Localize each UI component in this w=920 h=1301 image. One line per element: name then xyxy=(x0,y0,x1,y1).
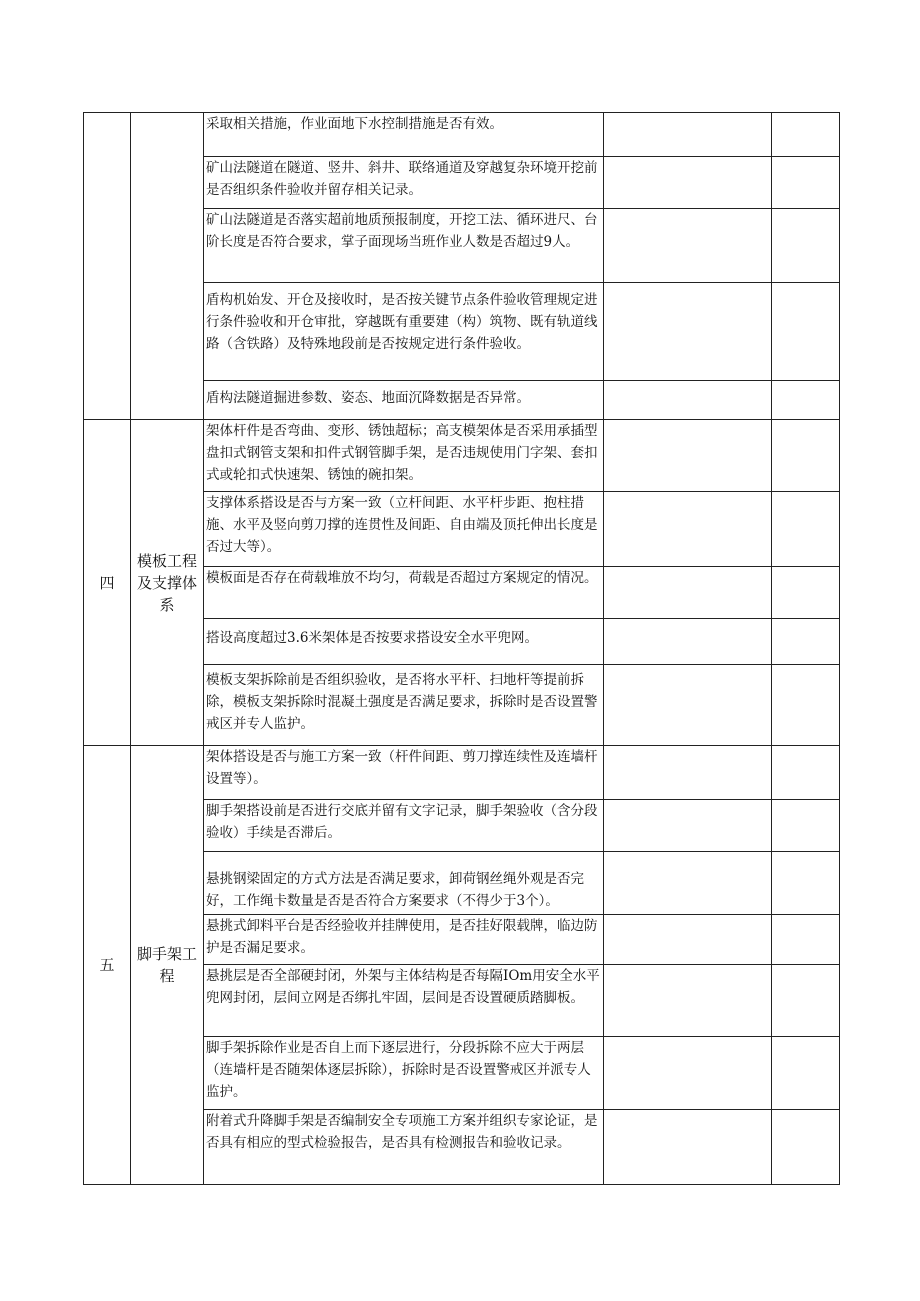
check-item: 悬挑层是否全部硬封闭，外架与主体结构是否每隔IOm用安全水平兜网封闭，层间立网是否绑扎牢固，层间是否设置硬质踏脚板。 xyxy=(204,965,604,1037)
check-item: 悬挑式卸料平台是否经验收并挂牌使用，是否挂好限载牌，临边防护是否漏足要求。 xyxy=(204,915,604,965)
inspection-table xyxy=(83,112,840,1185)
check-item: 架体杆件是否弯曲、变形、锈蚀超标；高支模架体是否采用承插型盘扣式钢管支架和扣件式钢管脚手架，是否违规使用门字架、套扣式或轮扣式快速架、锈蚀的碗扣架。 xyxy=(204,420,604,492)
check-item: 附着式升降脚手架是否编制安全专项施工方案并组织专家论证，是否具有相应的型式检验报告，是否具有检测报告和验收记录。 xyxy=(204,1110,604,1185)
remark-cell xyxy=(772,567,840,619)
result-cell xyxy=(604,800,772,852)
remark-cell xyxy=(772,209,840,283)
remark-cell xyxy=(772,157,840,209)
result-cell xyxy=(604,852,772,915)
result-cell xyxy=(604,1037,772,1110)
table-row xyxy=(84,746,840,800)
result-cell xyxy=(604,915,772,965)
check-item: 模板面是否存在荷载堆放不均匀，荷载是否超过方案规定的情况。 xyxy=(204,567,604,619)
table-row xyxy=(84,420,840,492)
remark-cell xyxy=(772,665,840,746)
result-cell xyxy=(604,492,772,567)
section-category xyxy=(131,113,204,420)
result-cell xyxy=(604,209,772,283)
check-item: 盾构法隧道掘进参数、姿态、地面沉降数据是否异常。 xyxy=(204,381,604,420)
result-cell xyxy=(604,420,772,492)
section-number: 四 xyxy=(84,420,131,746)
section-category: 模板工程及支撑体系 xyxy=(131,420,204,746)
check-item: 支撑体系搭设是否与方案一致（立杆间距、水平杆步距、抱柱措施、水平及竖向剪刀撑的连贯性及间距、自由端及顶托伸出长度是否过大等）。 xyxy=(204,492,604,567)
remark-cell xyxy=(772,283,840,381)
check-item: 架体搭设是否与施工方案一致（杆件间距、剪刀撑连续性及连墙杆设置等）。 xyxy=(204,746,604,800)
result-cell xyxy=(604,1110,772,1185)
result-cell xyxy=(604,113,772,157)
remark-cell xyxy=(772,852,840,915)
remark-cell xyxy=(772,965,840,1037)
remark-cell xyxy=(772,492,840,567)
result-cell xyxy=(604,567,772,619)
table-row xyxy=(84,113,840,157)
result-cell xyxy=(604,665,772,746)
remark-cell xyxy=(772,746,840,800)
remark-cell xyxy=(772,800,840,852)
check-item: 脚手架搭设前是否进行交底并留有文字记录，脚手架验收（含分段验收）手续是否滞后。 xyxy=(204,800,604,852)
check-item: 矿山法隧道在隧道、竖井、斜井、联络通道及穿越复杂环境开挖前是否组织条件验收并留存相关记录。 xyxy=(204,157,604,209)
check-item: 搭设高度超过3.6米架体是否按要求搭设安全水平兜网。 xyxy=(204,619,604,665)
section-category: 脚手架工程 xyxy=(131,746,204,1185)
remark-cell xyxy=(772,1110,840,1185)
result-cell xyxy=(604,157,772,209)
result-cell xyxy=(604,619,772,665)
check-item: 采取相关措施，作业面地下水控制措施是否有效。 xyxy=(204,113,604,157)
result-cell xyxy=(604,283,772,381)
result-cell xyxy=(604,381,772,420)
check-item: 悬挑钢梁固定的方式方法是否满足要求，卸荷钢丝绳外观是否完好，工作绳卡数量是否是否符合方案要求（不得少于3个）。 xyxy=(204,852,604,915)
check-item: 模板支架拆除前是否组织验收，是否将水平杆、扫地杆等提前拆除，模板支架拆除时混凝土强度是否满足要求，拆除时是否设置警戒区并专人监护。 xyxy=(204,665,604,746)
section-number xyxy=(84,113,131,420)
remark-cell xyxy=(772,113,840,157)
remark-cell xyxy=(772,420,840,492)
remark-cell xyxy=(772,1037,840,1110)
remark-cell xyxy=(772,381,840,420)
remark-cell xyxy=(772,915,840,965)
result-cell xyxy=(604,965,772,1037)
check-item: 脚手架拆除作业是否自上而下逐层进行，分段拆除不应大于两层（连墙杆是否随架体逐层拆除），拆除时是否设置警戒区并派专人监护。 xyxy=(204,1037,604,1110)
check-item: 矿山法隧道是否落实超前地质预报制度，开挖工法、循环进尺、台阶长度是否符合要求，掌子面现场当班作业人数是否超过9人。 xyxy=(204,209,604,283)
section-number: 五 xyxy=(84,746,131,1185)
check-item: 盾构机始发、开仓及接收时，是否按关键节点条件验收管理规定进行条件验收和开仓审批，穿越既有重要建（构）筑物、既有轨道线路（含铁路）及特殊地段前是否按规定进行条件验收。 xyxy=(204,283,604,381)
remark-cell xyxy=(772,619,840,665)
result-cell xyxy=(604,746,772,800)
